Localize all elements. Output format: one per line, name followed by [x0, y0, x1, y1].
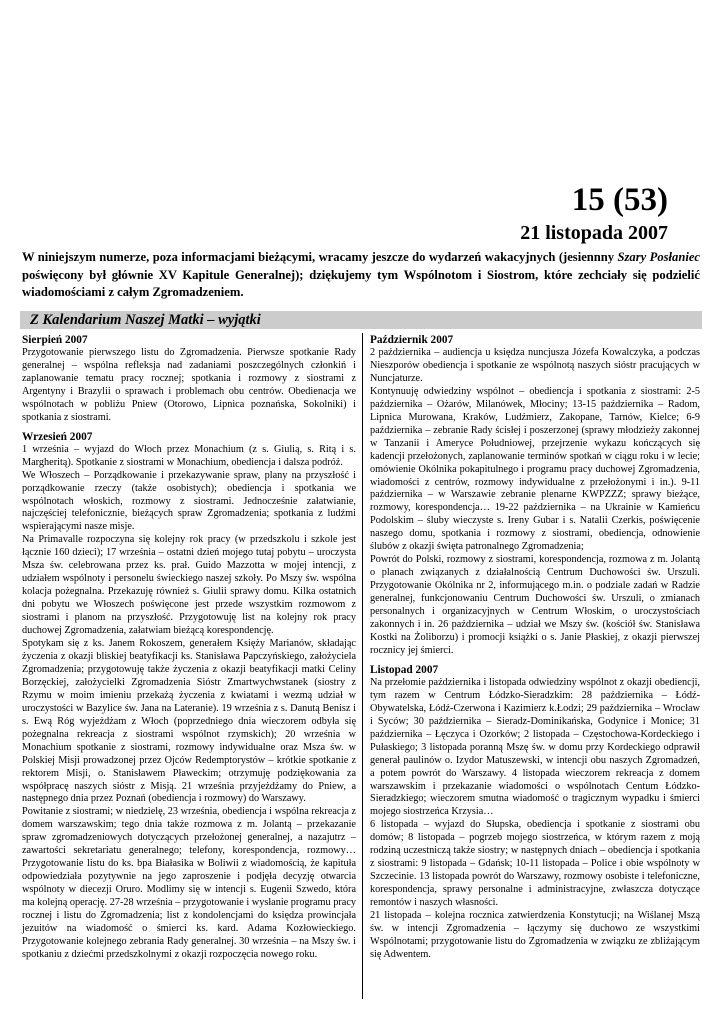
left-column	[22, 334, 356, 962]
issue-number: 15 (53)	[571, 182, 668, 218]
paragraph: 1 września – wyjazd do Włoch przez Monachium (z s. Giulią, s. Ritą i s. Margheritą). Spotkanie z siostrami w Monachium, obediencja i dalsza podróż.	[22, 443, 356, 468]
month-heading: Październik 2007	[370, 334, 454, 346]
paragraph: Na przełomie października i listopada odwiedziny wspólnot z okazji obediencji, tym razem w Centrum Łódzko-Sieradzkim: 28 października – Łódź-Obywatelska, Łódź-Czerwona i Kazimierz k.Łodzi; 29 października – Wrocław i Syców; 30 października – Sieradz-Dominikańska, Godynice i Monice; 31 października – Łęczyca i Ozorków; 2 listopada – Częstochowa-Kordeckiego i Pułaskiego; 3 listopada poranną Mszę św. w domu przy Kordeckiego odprawił generał paulinów o. Izydor Matuszewski, w intencji obu naszych Zgromadzeń, a potem powrót do Warszawy. 4 listopada wieczorem rekreacja z domem warszawskim i przekazanie wiadomości o wspólnotach Centum Łódzko-Sieradzkiego; wieczorem smutna wiadomość o tragicznym wypadku i śmierci mojego siostrzeńca Krzysia…	[370, 676, 700, 818]
paragraph: 21 listopada – kolejna rocznica zatwierdzenia Konstytucji; na Wiślanej Mszą św. w intencji Zgromadzenia – łączymy się duchowo ze wszystkimi Wspólnotami; przygotowanie listu do Zgromadzenia w związku ze zbliżającym się Adwentem.	[370, 910, 700, 960]
section-header-band	[20, 311, 702, 329]
intro-text-part1: W niniejszym numerze, poza informacjami bieżącymi, wracamy jeszcze do wydarzeń wakacyjnych (jesiennny	[22, 250, 618, 264]
paragraph: Na Primavalle rozpoczyna się kolejny rok pracy (w przedszkolu i szkole jest łącznie 160 dzieci); 17 września – ostatni dzień mojego tutaj pobytu – uroczysta Msza św. celebrowana przez ks. prał. Guido Mazzotta w mojej intencji, z udziałem wspólnoty i personelu świeckiego naszej szkoły. Po Mszy św. wspólna kolacja pożegnalna. Przekazuję również s. Giulii sprawy domu. Kilka ostatnich dni pobytu we Włoszech poświęcone jest przede wszystkim rozmowom z siostrami i planom na przyszłość. Przygotowuję list na kolejny rok pracy duchowej Zgromadzenia, załatwiam bieżącą korespondencję.	[22, 534, 356, 637]
paragraph: Powrót do Polski, rozmowy z siostrami, korespondencja, rozmowa z m. Jolantą o planach związanych z działalnością Centrum Duchowości św. Urszuli. Przygotowanie Okólnika nr 2, informującego m.in. o podziale zadań w Radzie generalnej, funkcjonowaniu Centrum Duchowości św. Urszuli, o zmianach personalnych i organizacyjnych w Centrum Włoskim, o uroczystościach zakonnych i in. 26 października – udział we Mszy św. (kościół św. Stanisława Kostki na Żoliborzu) i promocji książki o s. Janie Płaskiej, z okazji pierwszej rocznicy jej śmierci.	[370, 554, 700, 656]
paragraph: 6 listopada – wyjazd do Słupska, obediencja i spotkanie z siostrami obu domów; 8 listopada – pogrzeb mojego siostrzeńca, w którym razem z moją rodziną uczestniczą także siostry; w następnych dniach – obediencja i spotkania z siostrami: 9 listopada – Gdańsk; 10-11 listopada – Police i obie wspólnoty w Szczecinie. 13 listopada powrót do Warszawy, rozmowy osobiste i telefoniczne, korespondencja, sprawy personalne i administracyjne, zwłaszcza dotyczące remontów i naszych własności.	[370, 819, 700, 909]
paragraph: Spotykam się z ks. Janem Rokoszem, generałem Księży Marianów, składając życzenia z okazji bliskiej beatyfikacji ks. Stanisława Papczyńskiego, założyciela Zgromadzenia; przygotowuję także życzenia z okazji beatyfikacji matki Celiny Borzęckiej, założycielki Zgromadzenia Sióstr Zmartwychwstanek (siostry z Rzymu w moim imieniu przekażą życzenia z kwiatami i wezmą udział w uroczystości w Bazylice św. Jana na Lateranie). 19 września z s. Danutą Benisz i s. Ewą Róg wyjeżdżam z Włoch (poprzedniego dnia wieczorem odbyła się pożegnalna rekreacja z siostrami wspólnot rzymskich); 20 września w Monachium spotkanie z siostrami, rozmowy indywidualne oraz Msza św. w Polskiej Misji prowadzonej przez Ojców Redemptorystów – krótkie spotkanie z rektorem Misji, o. Stanisławem Pławeckim; otrzymuję podziękowania za współpracę naszych sióstr z Misją. 21 września przyjeżdżamy do Pniew, a następnego dnia przez Poznań (obediencja i rozmowy) do Warszawy.	[22, 638, 356, 805]
intro-text-part2: poświęcony był głównie XV Kapitule Generalnej); dziękujemy tym Wspólnotom i Siostrom, które zechciały się podzielić wiadomościami z całym Zgromadzeniem.	[22, 267, 700, 299]
paragraph: We Włoszech – Porządkowanie i przekazywanie spraw, plany na przyszłość i porządkowanie rzeczy (także osobistych); obediencja i spotkania we wspólnotach włoskich, rozmowy z siostrami. Jednocześnie załatwianie, najczęściej telefonicznie, bieżących spraw Zgromadzenia; spotkania z ludźmi wspierającymi nasze misje.	[22, 469, 356, 533]
intro-paragraph	[22, 249, 700, 302]
month-heading: Wrzesień 2007	[22, 430, 93, 443]
column-divider	[362, 333, 363, 999]
paragraph: Kontynuuję odwiedziny wspólnot – obediencja i spotkania z siostrami: 2-5 października – Ożarów, Milanówek, Młociny; 13-15 października – Radom, Lipnica Murowana, Kraków, Ludźmierz, Zakopane, Tarnów, Kielce; 6-9 października – zebranie Rady ścisłej i poszerzonej (sprawy młodzieży zakonnej w Tanzanii i Ameryce Południowej, przejrzenie wykazu kończących się kadencji przełożonych, zaplanowanie terminów spotkań w ciągu roku i w lecie; omówienie Okólnika pokapitulnego i programu pracy duchowej Zgromadzenia, wiadomości z centrów, rozmowy indywidualne z przełożonymi i in.). 9-11 października – w Warszawie zebranie plenarne KWPZZZ; sprawy bieżące, rozmowy, korespondencja… 19-22 października – na Ukrainie w Kamieńcu Podolskim – śluby wieczyste s. Ireny Gubar i s. Natalii Czerkis, poświęcenie naszego domu, spotkania i rozmowy z siostrami, obediencja, odnowienie ślubów z okazji święta patronalnego Zgromadzenia;	[370, 385, 700, 553]
right-column	[370, 334, 700, 962]
month-section	[370, 664, 700, 962]
paragraph: Powitanie z siostrami; w niedzielę, 23 września, obediencja i wspólna rekreacja z domem warszawskim; tego dnia także rozmowa z m. Jolantą – przekazanie spraw zgromadzeniowych dotyczących przełożonej generalnej, a nazajutrz – zawartości sekretariatu generalnego; telefony, korespondencja, rozmowy… Przygotowanie listu do ks. bpa Białasika w Boliwii z wiadomością, że kapituła odpowiedziała pozytywnie na jego zaproszenie i podjęła decyzję otwarcia wspólnoty w diecezji Oruro. Modlimy się w intencji s. Eugenii Szwedo, która ma kolejną operację. 27-28 września – przygotowanie i wysłanie programu pracy rocznej i listu do Zgromadzenia; list z kondolencjami do księdza prowincjała jezuitów na wiadomość o śmierci ks. kard. Adama Kozłowieckiego. Przygotowanie kolejnego zebrania Rady generalnej. 30 września – na Mszy św. i spotkaniu z dziećmi przedszkolnymi z okazji rozpoczęcia nowego roku.	[22, 806, 356, 960]
month-heading: Listopad 2007	[370, 663, 439, 676]
section-title: Z Kalendarium Naszej Matki – wyjątki	[30, 312, 261, 328]
month-section	[22, 334, 356, 425]
paragraph: Przygotowanie pierwszego listu do Zgromadzenia. Pierwsze spotkanie Rady generalnej – wspólna refleksja nad zadaniami poszczególnych członkiń i zaplanowanie tematu pracy rocznej; spotkania i rozmowy z siostrami z Argentyny i Brazylii o sprawach i problemach obu centrów. Obedienacja we wspólnotach w pobliżu Pniew (Otorowo, Lipnica poznańska, Sokolniki) i spotkania z siostrami.	[22, 347, 356, 423]
month-heading: Sierpień 2007	[22, 334, 88, 346]
paragraph: 2 października – audiencja u księdza nuncjusza Józefa Kowalczyka, a podczas Nieszporów obediencja i spotkanie ze wspólnotą naszych sióstr pracujących w Nuncjaturze.	[370, 347, 700, 384]
month-section	[370, 334, 700, 658]
issue-date: 21 listopada 2007	[520, 222, 668, 244]
intro-publication-title: Szary Posłaniec	[617, 250, 700, 264]
month-section	[22, 431, 356, 962]
